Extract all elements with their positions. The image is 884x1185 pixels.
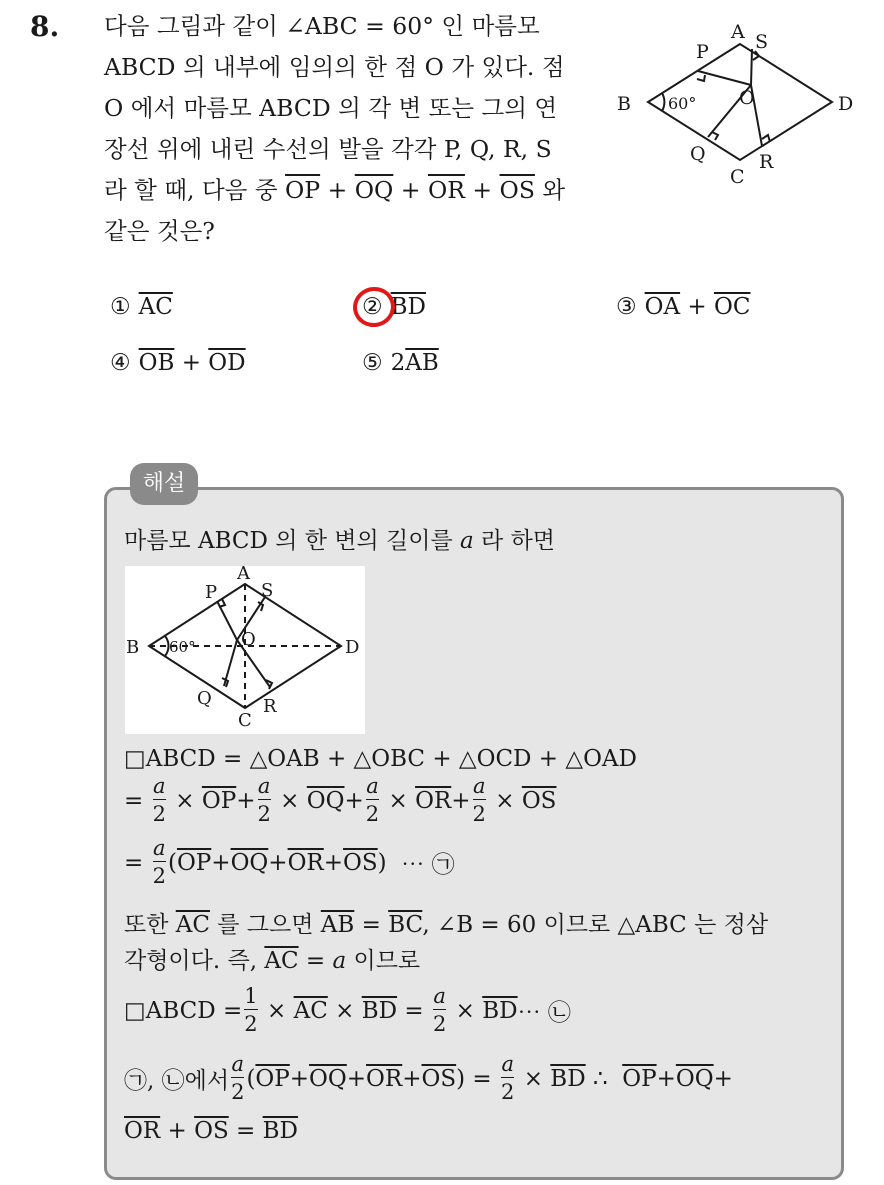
- choice-4[interactable]: ④ $\overline{OB} + \overline{OD}$: [110, 350, 246, 376]
- equation-final: $\overline{OR} + \overline{OS} = \overline{BD}$: [124, 1118, 298, 1144]
- equation-diagonal-area: □ABCD = $\frac{1}{2}$ × $\overline{AC}$ × $\overline{BD}$ = $\frac{a}{2}$ × $\overline{BD}$ ⋯ ㉡: [124, 984, 571, 1036]
- choice-3[interactable]: ③ $\overline{OA} + \overline{OC}$: [616, 294, 751, 320]
- question-line-1: 다음 그림과 같이 ∠ABC = 60° 인 마름모: [104, 12, 540, 40]
- solution-rhombus-figure: [125, 566, 365, 734]
- choice-2[interactable]: ② $\overline{BD}$: [362, 294, 426, 320]
- sol-angle-label: 60°: [169, 638, 196, 656]
- tag-2: ⋯ ㉡: [517, 1000, 571, 1026]
- sol-label-o: O: [241, 629, 256, 650]
- angle-label: 60°: [668, 94, 697, 113]
- right-angle-q: [712, 132, 718, 140]
- right-angle-p: [697, 75, 705, 81]
- segment-oq: $\overline{OQ}$: [354, 176, 394, 204]
- perp-op: [698, 71, 751, 85]
- sol-label-d: D: [345, 637, 360, 658]
- label-b: B: [617, 93, 631, 115]
- solution-line-ac-equals-a: 각형이다. 즉, $\overline{AC} = a$ 이므로: [124, 948, 421, 974]
- equation-factored: = $\frac{a}{2}$ ( $\overline{OP}$ + $\overline{OQ}$ + $\overline{OR}$ + $\overline{OS}$ ) ⋯ ㉠: [124, 836, 455, 888]
- label-a: A: [731, 21, 745, 43]
- equation-area-fractions: = $\frac{a}{2}$ × $\overline{OP}$ + $\frac{a}{2}$ × $\overline{OQ}$ + $\frac{a}{2}$ × $\overline{OR}$ + $\frac{a}{2}$ × $\overline{OS}$: [124, 774, 557, 826]
- segment-op: $\overline{OP}$: [285, 176, 321, 204]
- sol-label-b: B: [126, 637, 140, 658]
- question-line-4: 장선 위에 내린 수선의 발을 각각 P, Q, R, S: [104, 135, 552, 163]
- label-s: S: [755, 31, 769, 53]
- question-number: 8.: [30, 10, 60, 43]
- answer-circle-mark: [349, 283, 398, 331]
- sol-label-r: R: [263, 696, 277, 717]
- rhombus-figure: [612, 18, 874, 198]
- choice-5[interactable]: ⑤ $2\overline{AB}$: [362, 350, 439, 376]
- solution-figure-panel: [125, 566, 365, 734]
- sol-label-p: P: [205, 582, 218, 603]
- angle-arc: [662, 93, 664, 111]
- sol-label-a: A: [237, 566, 250, 584]
- sol-label-q: Q: [197, 688, 212, 709]
- sol-label-s: S: [261, 580, 274, 601]
- choice-1[interactable]: ① $\overline{AC}$: [110, 294, 173, 320]
- label-o: O: [739, 87, 755, 109]
- label-r: R: [759, 151, 774, 173]
- question-line-6: 같은 것은?: [104, 217, 215, 245]
- solution-tab: 해설: [130, 463, 198, 505]
- label-d: D: [838, 93, 854, 115]
- segment-or: $\overline{OR}$: [427, 176, 465, 204]
- label-p: P: [696, 41, 709, 63]
- tag-1: ⋯ ㉠: [401, 852, 455, 878]
- perp-os: [751, 49, 752, 85]
- solution-line-equilateral: 또한 $\overline{AC}$ 를 그으면 $\overline{AB} = \overline{BC}$, ∠B = 60 이므로 △ABC 는 정삼: [124, 912, 769, 938]
- label-q: Q: [690, 143, 706, 165]
- question-line-3: O 에서 마름모 ABCD 의 각 변 또는 그의 연: [104, 94, 558, 122]
- equation-conclusion: ㉠, ㉡에서 $\frac{a}{2}$ ( $\overline{OP}$ + $\overline{OQ}$ + $\overline{OR}$ + $\overline{OS}$ ) = $\frac{a}{2}$ × $\overline{BD}$ ∴ $\overline{OP}$ + $\overline{OQ}$ +: [124, 1052, 733, 1104]
- solution-intro: 마름모 ABCD 의 한 변의 길이를 a 라 하면: [124, 528, 556, 554]
- segment-os: $\overline{OS}$: [499, 176, 535, 204]
- question-line-2: ABCD 의 내부에 임의의 한 점 O 가 있다. 점: [104, 53, 565, 81]
- right-angle-r: [762, 135, 770, 142]
- equation-area-sum: □ABCD = △OAB + △OBC + △OCD + △OAD: [124, 746, 637, 772]
- question-text: [104, 6, 604, 252]
- label-c: C: [730, 166, 745, 188]
- sol-label-c: C: [238, 710, 252, 731]
- question-line-5: 라 할 때, 다음 중 $\overline{OP} + \overline{OQ} + \overline{OR} + \overline{OS}$ 와: [104, 176, 566, 204]
